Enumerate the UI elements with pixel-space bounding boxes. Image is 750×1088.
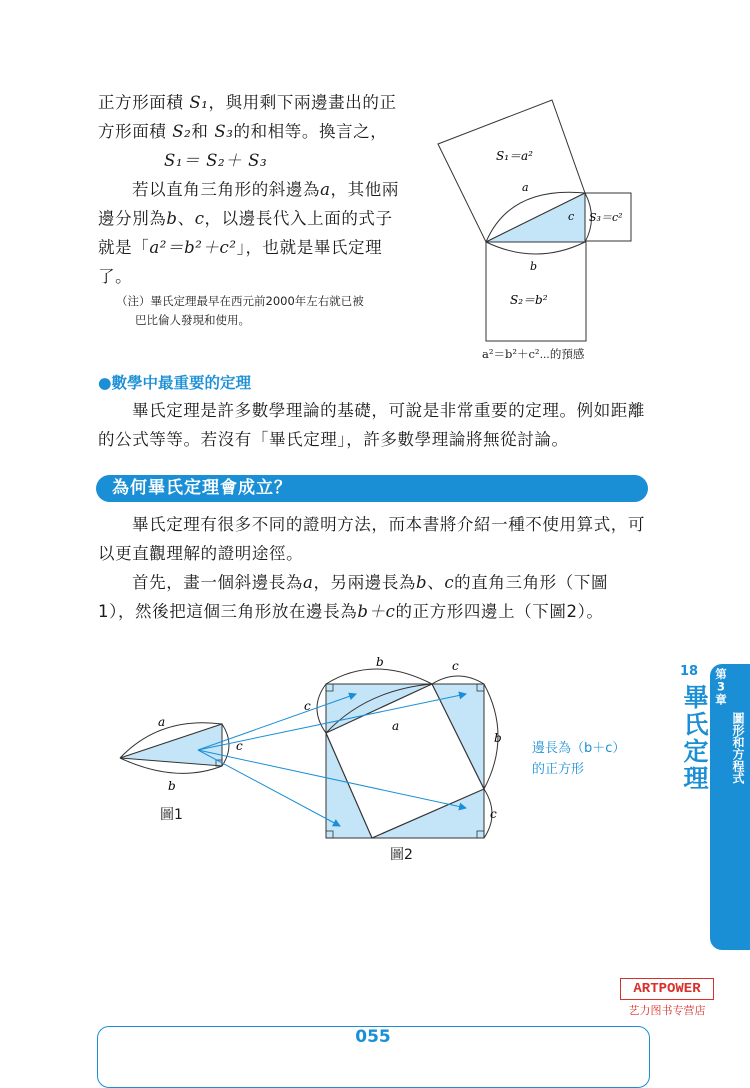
- label-c: c: [568, 210, 575, 223]
- math-b-plus-c: b＋c: [357, 602, 396, 621]
- fig2-label-c-left: c: [304, 699, 311, 713]
- page-number: 055: [355, 1027, 391, 1047]
- intro-text: 、: [177, 209, 195, 228]
- section1-paragraph-line-2: 的公式等等。若沒有「畢氏定理」，許多數學理論將無從討論。: [98, 430, 569, 449]
- pythagoras-squares-figure: [430, 78, 650, 368]
- arrow-to-bottom-left: [198, 750, 340, 826]
- figure1-triangle-group: [120, 715, 243, 793]
- section2-text: 的直角三角形（下圖: [454, 573, 609, 592]
- chapter-side-tab: [710, 664, 750, 950]
- intro-text: 就是「: [98, 238, 150, 257]
- fig2-label-c-right: c: [490, 807, 497, 821]
- section2-text: 1），然後把這個三角形放在邊長為: [98, 602, 358, 621]
- square-s2: [486, 241, 586, 341]
- math-b: b: [166, 209, 178, 228]
- fig2-label-c-top: c: [452, 659, 459, 673]
- note-line-2: 巴比倫人發現和使用。: [135, 313, 250, 327]
- intro-line-3: [132, 175, 399, 204]
- intro-text: 和: [191, 122, 209, 141]
- pythagoras-formula: a²＝b²＋c²: [149, 238, 237, 257]
- intro-text: 方形面積: [98, 122, 167, 141]
- fig2-arc-left-c: [317, 684, 326, 733]
- figure1-caption: 圖1: [160, 807, 183, 823]
- figure-top-caption: a²＝b²＋c²⋯的預感: [482, 347, 585, 361]
- side-tab-title: 畢氏定理: [680, 684, 709, 792]
- fig1-label-c: c: [236, 739, 243, 753]
- section2-text: 的正方形四邊上（下圖2）。: [395, 602, 604, 621]
- fig2-label-b-top: b: [376, 655, 384, 669]
- note-line-1: （注）畢氏定理最早在西元前2000年左右就已被: [116, 294, 364, 308]
- logo-subtitle: 艺力图书专营店: [628, 1004, 706, 1017]
- figure2-caption: 圖2: [390, 847, 413, 863]
- label-s3: S₃＝c²: [589, 211, 623, 224]
- fig2-label-a-inner: a: [392, 719, 400, 733]
- intro-text: 邊分別為: [98, 209, 167, 228]
- intro-equation: S₁＝ S₂＋ S₃: [164, 151, 268, 170]
- math-b: b: [416, 573, 428, 592]
- intro-text: 的和相等。換言之，: [233, 122, 388, 141]
- section-heading-why: 為何畢氏定理會成立？: [112, 478, 292, 498]
- square-side-label-line-2: 的正方形: [532, 762, 585, 777]
- fig1-label-b: b: [168, 779, 176, 793]
- label-a: a: [522, 181, 529, 194]
- fig2-arc-top-b: [326, 669, 432, 684]
- math-c: c: [194, 209, 205, 228]
- square-side-label-line-1: 邊長為（b＋c）: [532, 741, 626, 756]
- logo-text: ARTPOWER: [620, 978, 714, 1000]
- artpower-logo: [620, 978, 714, 1018]
- figure2-square-group: [304, 655, 502, 838]
- side-tab-chapter-title: 圖形和方程式: [731, 712, 745, 784]
- intro-text: ，以邊長代入上面的式子: [204, 209, 393, 228]
- intro-line-1: [98, 88, 397, 117]
- fig1-triangle: [120, 724, 222, 766]
- intro-text: 正方形面積: [98, 93, 184, 112]
- section2-text: 首先，畫一個斜邊長為: [132, 573, 303, 592]
- math-s1: S₁: [189, 93, 209, 112]
- square-side-label: [532, 738, 625, 780]
- label-b: b: [530, 260, 538, 273]
- label-s1: S₁＝a²: [496, 149, 533, 163]
- section2-paragraph-line-4: [98, 597, 604, 626]
- intro-text: 若以直角三角形的斜邊為: [132, 180, 321, 199]
- intro-text: ，其他兩: [330, 180, 399, 199]
- math-a: a: [303, 573, 314, 592]
- side-tab-number: 18: [680, 664, 699, 679]
- intro-text: ，與用剩下兩邊畫出的正: [208, 93, 397, 112]
- intro-text: 」，也就是畢氏定理: [236, 238, 383, 257]
- intro-line-5: [98, 233, 382, 262]
- section2-text: 、: [427, 573, 445, 592]
- intro-line-2: [98, 117, 387, 146]
- section-title-important: ●數學中最重要的定理: [98, 374, 252, 392]
- math-a: a: [320, 180, 331, 199]
- math-s3: S₃: [214, 122, 234, 141]
- fig2-arc-top-c: [432, 676, 484, 684]
- intro-line-6: 了。: [98, 267, 133, 286]
- fig1-label-a: a: [158, 715, 166, 729]
- section2-paragraph-line-3: [132, 568, 608, 597]
- section2-paragraph-line-2: 以更直觀理解的證明途徑。: [98, 544, 304, 563]
- label-s2: S₂＝b²: [510, 293, 548, 307]
- history-note: [116, 292, 364, 330]
- section2-text: ，另兩邊長為: [313, 573, 417, 592]
- math-s2: S₂: [172, 122, 192, 141]
- side-tab-chapter: 第3章: [714, 668, 728, 705]
- section2-paragraph-line-1: 畢氏定理有很多不同的證明方法，而本書將介紹一種不使用算式，可: [132, 515, 645, 534]
- fig2-label-b-right: b: [494, 731, 502, 745]
- section1-paragraph-line-1: 畢氏定理是許多數學理論的基礎，可說是非常重要的定理。例如距離: [132, 401, 645, 420]
- math-c: c: [444, 573, 455, 592]
- intro-line-4: [98, 204, 393, 233]
